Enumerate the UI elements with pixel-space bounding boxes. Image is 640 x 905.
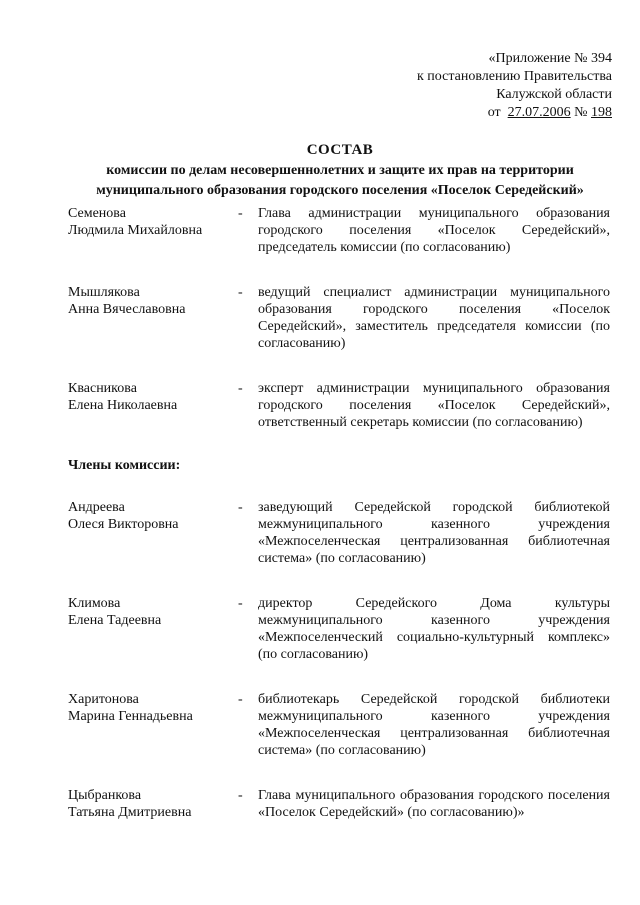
- members-section-label: Члены комиссии:: [68, 458, 181, 473]
- member-role: заведующий Середейской городской библиотекой межмуниципального казенного учреждения «Межпоселенческая централизованная библиотечная система» (по согласованию): [258, 500, 610, 566]
- member-name: [68, 595, 238, 663]
- member-surname: Квасникова: [68, 381, 137, 396]
- title-main: СОСТАВ: [306, 142, 374, 158]
- appendix-decree-number: 198: [591, 105, 612, 120]
- member-given-name: Марина Геннадьевна: [68, 709, 193, 724]
- member-dash: -: [238, 788, 243, 803]
- member-entry: [68, 205, 610, 256]
- member-surname: Харитонова: [68, 692, 139, 707]
- member-dash: -: [238, 285, 243, 300]
- appendix-number-prefix: №: [574, 105, 588, 120]
- appendix-region: Калужской области: [496, 87, 612, 102]
- member-name: [68, 380, 238, 431]
- member-entry: [68, 499, 610, 567]
- member-given-name: Олеся Викторовна: [68, 517, 179, 532]
- member-given-name: Анна Вячеславовна: [68, 302, 186, 317]
- member-entry: [68, 691, 610, 759]
- member-role: эксперт администрации муниципального образования городского поселения «Поселок Середейский», ответственный секретарь комиссии (по согласованию): [258, 381, 610, 430]
- member-surname: Андреева: [68, 500, 125, 515]
- member-given-name: Елена Николаевна: [68, 398, 178, 413]
- title-subtitle-line-2: муниципального образования городского поселения «Поселок Середейский»: [96, 183, 584, 198]
- member-name: [68, 205, 238, 256]
- member-dash: -: [238, 596, 243, 611]
- member-surname: Мышлякова: [68, 285, 140, 300]
- appendix-date-prefix: от: [487, 105, 501, 120]
- appendix-date: 27.07.2006: [507, 105, 571, 120]
- member-entry: [68, 787, 610, 821]
- appendix-date-line: [417, 104, 612, 122]
- member-entry: [68, 284, 610, 352]
- member-given-name: Елена Тадеевна: [68, 613, 162, 628]
- member-surname: Климова: [68, 596, 121, 611]
- member-surname: Семенова: [68, 206, 126, 221]
- member-role: библиотекарь Середейской городской библиотеки межмуниципального казенного учреждения «Межпоселенческая централизованная библиотечная система» (по согласованию): [258, 692, 610, 758]
- member-given-name: Татьяна Дмитриевна: [68, 805, 192, 820]
- member-name: [68, 284, 238, 352]
- member-name: [68, 691, 238, 759]
- appendix-decree: к постановлению Правительства: [416, 69, 612, 84]
- member-dash: -: [238, 500, 243, 515]
- member-entry: [68, 595, 610, 663]
- commission-list: [68, 205, 610, 821]
- member-name: [68, 787, 238, 821]
- title-subtitle-line-1: комиссии по делам несовершеннолетних и защите их прав на территории: [106, 163, 574, 178]
- member-name: [68, 499, 238, 567]
- member-surname: Цыбранкова: [68, 788, 142, 803]
- member-entry: [68, 380, 610, 431]
- appendix-number: «Приложение № 394: [488, 51, 612, 66]
- member-dash: -: [238, 381, 243, 396]
- document-title: [60, 140, 620, 200]
- member-role: директор Середейского Дома культуры межмуниципального казенного учреждения «Межпоселенческий социально-культурный комплекс» (по согласованию): [258, 596, 610, 662]
- member-role: Глава муниципального образования городского поселения «Поселок Середейский» (по согласованию)»: [258, 788, 610, 820]
- member-given-name: Людмила Михайловна: [68, 223, 203, 238]
- member-role: Глава администрации муниципального образования городского поселения «Поселок Середейский», председатель комиссии (по согласованию): [258, 206, 610, 255]
- member-dash: -: [238, 692, 243, 707]
- member-role: ведущий специалист администрации муниципального образования городского поселения «Поселок Середейский», заместитель председателя комиссии (по согласованию): [258, 285, 610, 351]
- member-dash: -: [238, 206, 243, 221]
- appendix-header: [417, 50, 612, 122]
